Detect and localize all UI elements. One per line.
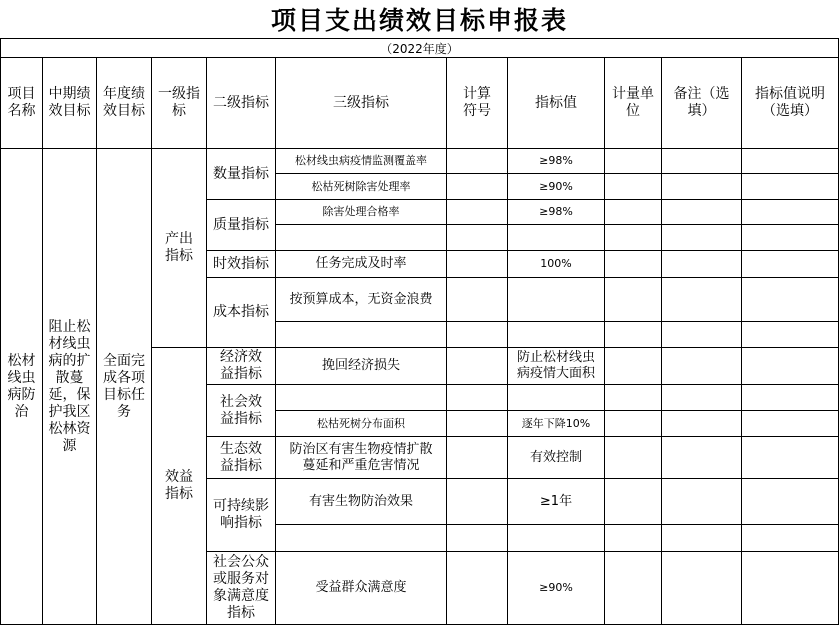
level2-social: 社会效益指标 (220, 393, 262, 427)
level3-dead-tree-area: 松枯死树分布面积 (317, 416, 405, 430)
level1-benefit: 效益指标 (165, 469, 193, 502)
value-dead-tree-treatment: ≥90% (539, 179, 573, 193)
level3-task-timeliness: 任务完成及时率 (315, 256, 407, 271)
level3-monitoring-coverage: 松材线虫病疫情监测覆盖率 (295, 154, 427, 167)
level2-quantity: 数量指标 (213, 165, 269, 182)
header-level2: 二级指标 (213, 94, 269, 111)
level2-sustainable: 可持续影响指标 (213, 498, 269, 531)
level1-output: 产出指标 (165, 231, 193, 264)
value-treatment-pass-rate: ≥98% (539, 205, 573, 218)
value-monitoring-coverage: ≥98% (539, 154, 573, 167)
header-calc-symbol: 计算符号 (463, 86, 491, 119)
header-unit: 计量单位 (612, 86, 654, 119)
header-value-desc: 指标值说明（选填） (755, 86, 825, 119)
header-level3: 三级指标 (333, 94, 389, 111)
header-level1: 一级指标 (158, 86, 200, 119)
header-project-name: 项目名称 (7, 86, 36, 119)
value-control-effect: ≥1年 (539, 493, 573, 509)
level2-satisfaction: 社会公众或服务对象满意度指标 (213, 554, 269, 621)
level3-treatment-pass-rate: 除害处理合格率 (322, 205, 400, 218)
level3-pest-spread: 防治区有害生物疫情扩散蔓延和严重危害情况 (289, 441, 433, 473)
level2-cost: 成本指标 (213, 304, 269, 320)
level3-dead-tree-treatment: 松枯死树除害处理率 (311, 179, 411, 193)
project-name: 松材线虫病防治 (7, 352, 36, 420)
header-remark: 备注（选填） (673, 86, 730, 119)
header-indicator-value: 指标值 (535, 94, 577, 111)
header-annual-goal: 年度绩效目标 (103, 86, 145, 119)
value-recover-loss: 防止松材线虫病疫情大面积 (516, 350, 595, 381)
header-mid-term-goal: 中期绩效目标 (48, 86, 91, 119)
value-pest-spread: 有效控制 (529, 449, 582, 465)
level2-ecological: 生态效益指标 (220, 440, 262, 474)
value-satisfaction: ≥90% (539, 581, 573, 594)
level2-quality: 质量指标 (213, 216, 269, 233)
value-dead-tree-area: 逐年下降10% (521, 416, 591, 430)
level3-control-effect: 有害生物防治效果 (308, 493, 413, 509)
page-title: 项目支出绩效目标申报表 (270, 6, 568, 35)
level3-satisfaction: 受益群众满意度 (315, 580, 407, 595)
annual-goal: 全面完成各项目标任务 (103, 352, 145, 420)
value-task-timeliness: 100% (540, 257, 572, 270)
report-year: （2022年度） (380, 41, 459, 56)
level3-budget-cost: 按预算成本，无资金浪费 (289, 291, 433, 307)
mid-term-goal: 阻止松材线虫病的扩散蔓延，保护我区松林资源 (48, 318, 91, 454)
level2-timeliness: 时效指标 (213, 255, 269, 272)
level2-economic: 经济效益指标 (220, 349, 262, 382)
level3-recover-loss: 挽回经济损失 (321, 358, 400, 373)
